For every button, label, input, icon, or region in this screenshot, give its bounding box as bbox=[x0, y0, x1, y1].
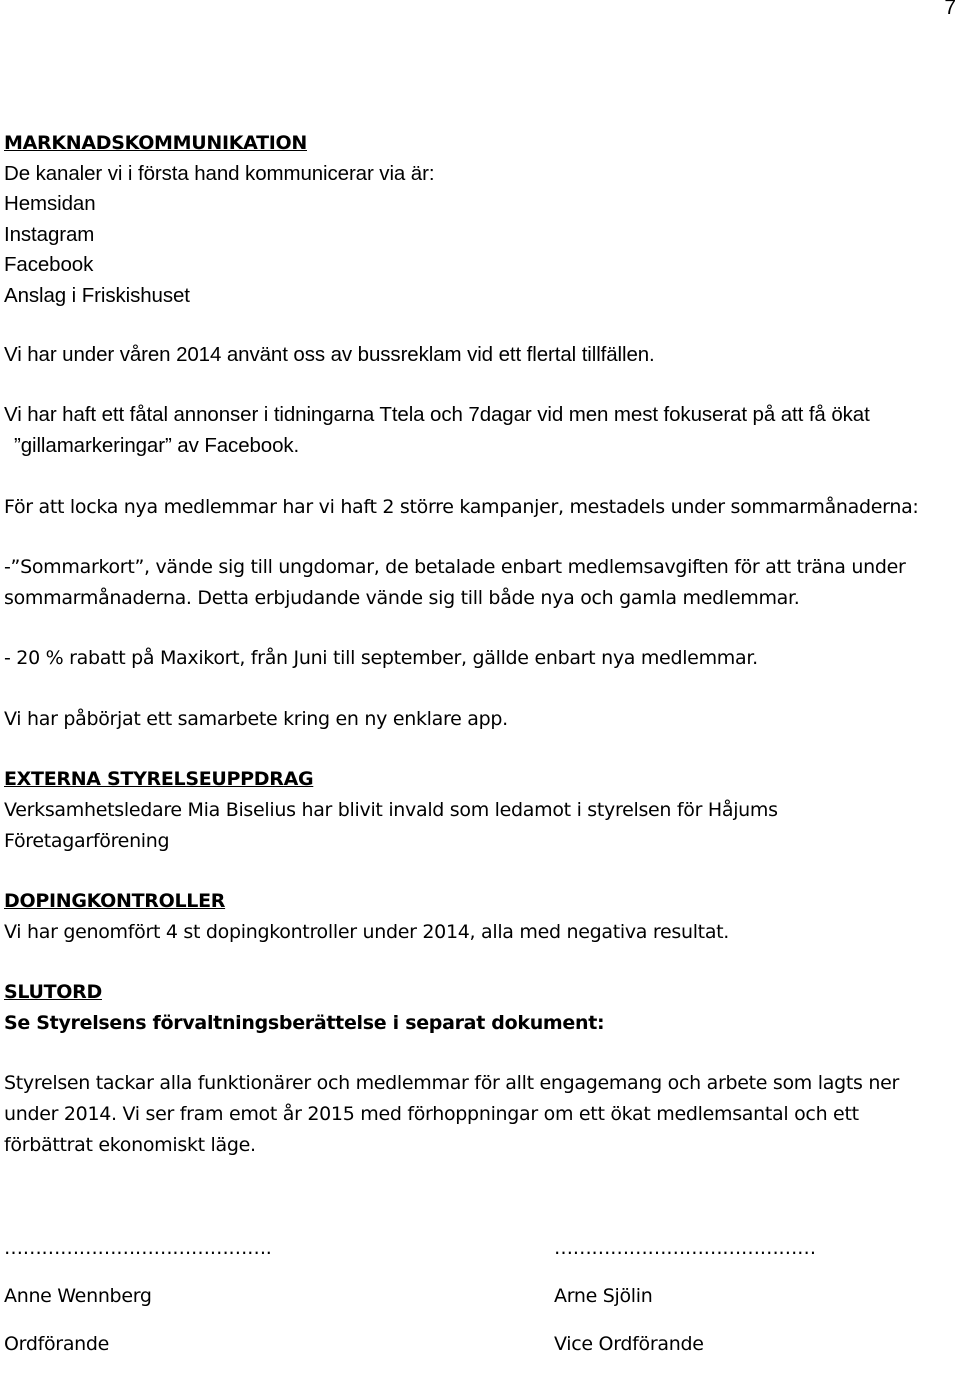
channel-item: Facebook bbox=[4, 253, 94, 277]
section-heading: MARKNADSKOMMUNIKATION bbox=[4, 132, 307, 154]
section-heading: EXTERNA STYRELSEUPPDRAG bbox=[4, 768, 314, 791]
intro-text: De kanaler vi i första hand kommunicerar via är: bbox=[4, 161, 435, 185]
signatory-name: Arne Sjölin bbox=[554, 1285, 653, 1307]
channel-item: Instagram bbox=[4, 222, 95, 246]
paragraph-line: Verksamhetsledare Mia Biselius har blivit invald som ledamot i styrelsen för Håjums bbox=[4, 798, 778, 821]
campaign-item: - 20 % rabatt på Maxikort, från Juni till september, gällde enbart nya medlemmar. bbox=[4, 647, 758, 670]
ads-text-line: ”gillamarkeringar” av Facebook. bbox=[14, 433, 300, 457]
section-subheading: Se Styrelsens förvaltningsberättelse i separat dokument: bbox=[4, 1011, 605, 1034]
signature-line: ……………………………………. bbox=[4, 1237, 272, 1259]
signature-line: …………………………………… bbox=[554, 1237, 816, 1259]
signatory-title: Ordförande bbox=[4, 1333, 110, 1355]
paragraph-line: under 2014. Vi ser fram emot år 2015 med förhoppningar om ett ökat medlemsantal och ett bbox=[4, 1103, 859, 1126]
paragraph-line: förbättrat ekonomiskt läge. bbox=[4, 1133, 256, 1156]
campaign-item-line: sommarmånaderna. Detta erbjudande vände sig till både nya och gamla medlemmar. bbox=[4, 586, 800, 609]
signature-block bbox=[554, 1233, 816, 1377]
section-doping bbox=[4, 886, 954, 947]
paragraph-line: Företagarförening bbox=[4, 829, 170, 852]
section-heading: SLUTORD bbox=[4, 981, 102, 1004]
app-text: Vi har påbörjat ett samarbete kring en ny enklare app. bbox=[4, 707, 508, 730]
ads-text-line: Vi har haft ett fåtal annonser i tidningarna Ttela och 7dagar vid men mest fokuserat på att få ökat bbox=[4, 403, 870, 427]
campaign-intro: För att locka nya medlemmar har vi haft 2 större kampanjer, mestadels under sommarmånaderna: bbox=[4, 496, 919, 519]
bus-ad-text: Vi har under våren 2014 använt oss av bussreklam vid ett flertal tillfällen. bbox=[4, 342, 655, 366]
document-body bbox=[4, 128, 954, 1160]
section-marknadskommunikation bbox=[4, 128, 954, 734]
paragraph-line: Styrelsen tackar alla funktionärer och medlemmar för allt engagemang och arbete som lagts ner bbox=[4, 1072, 899, 1095]
channel-item: Hemsidan bbox=[4, 192, 96, 216]
channel-item: Anslag i Friskishuset bbox=[4, 283, 190, 307]
signature-block bbox=[4, 1233, 272, 1377]
page-number: 7 bbox=[944, 0, 956, 19]
section-externa bbox=[4, 764, 954, 856]
signatory-name: Anne Wennberg bbox=[4, 1285, 152, 1307]
section-heading: DOPINGKONTROLLER bbox=[4, 890, 226, 913]
campaign-item-line: -”Sommarkort”, vände sig till ungdomar, de betalade enbart medlemsavgiften för att träna under bbox=[4, 555, 906, 578]
signatory-title: Vice Ordförande bbox=[554, 1333, 704, 1355]
paragraph-line: Vi har genomfört 4 st dopingkontroller under 2014, alla med negativa resultat. bbox=[4, 920, 730, 943]
section-slutord bbox=[4, 977, 954, 1160]
